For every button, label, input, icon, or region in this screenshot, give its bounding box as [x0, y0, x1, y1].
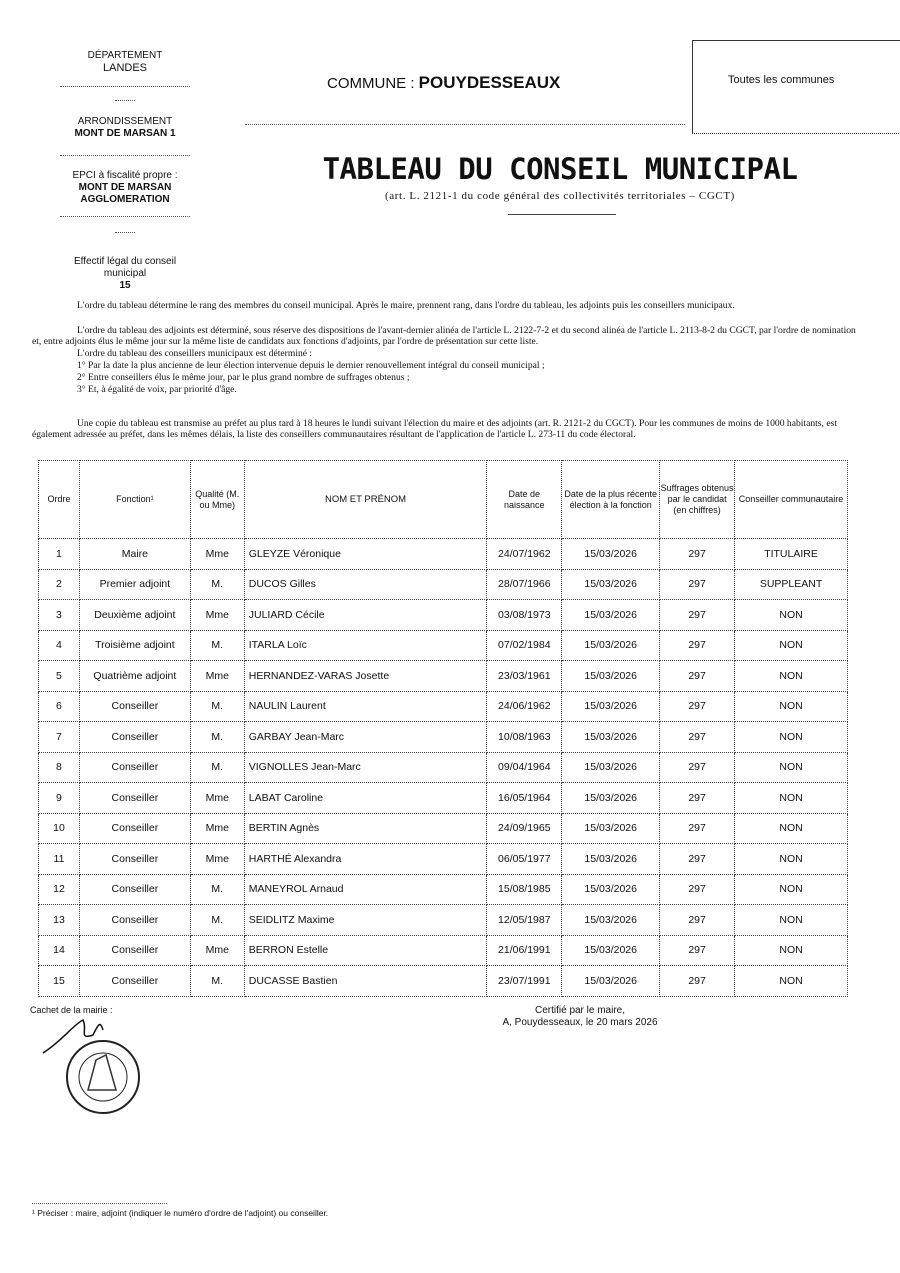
cell-qualite: M.	[190, 630, 244, 661]
header-nom: NOM ET PRÉNOM	[244, 461, 487, 539]
cell-communautaire: NON	[735, 874, 848, 905]
cell-nom: NAULIN Laurent	[244, 691, 487, 722]
cell-fonction: Conseiller	[79, 691, 190, 722]
table-row	[39, 874, 848, 905]
header-ordre: Ordre	[39, 461, 80, 539]
cell-qualite: Mme	[190, 600, 244, 631]
cell-qualite: M.	[190, 966, 244, 997]
rule-1: 1° Par la date la plus ancienne de leur élection intervenue depuis le dernier renouvellement intégral du conseil municipal ;	[77, 360, 545, 371]
cell-naissance: 16/05/1964	[487, 783, 562, 814]
cell-suffrages: 297	[660, 966, 735, 997]
cell-naissance: 21/06/1991	[487, 935, 562, 966]
commune-label: COMMUNE :	[327, 75, 415, 92]
effectif-label: Effectif légal du conseil municipal	[73, 256, 177, 279]
paragraph-2: L'ordre du tableau des adjoints est déterminé, sous réserve des dispositions de l'avant-dernier alinéa de l'article L. 2122-7-2 et du second alinéa de l'article L. 2113-8-2 du CGCT, par l'ordre de nomination et, entre adjoints élus le même jour sur la même liste de candidats aux fonctions d'adjoints, par l'ordre de présentation sur cette liste.	[32, 325, 856, 347]
commune-heading	[327, 73, 560, 93]
cell-ordre: 9	[39, 783, 80, 814]
divider	[60, 155, 190, 156]
divider	[245, 124, 685, 125]
cell-communautaire: NON	[735, 783, 848, 814]
paragraph-4: Une copie du tableau est transmise au préfet au plus tard à 18 heures le lundi suivant l'élection du maire et des adjoints (art. R. 2121-2 du CGCT). Pour les communes de moins de 1000 habitants, est également adressée au préfet, dans les mêmes délais, la liste des conseillers communautaires résultant de l'application de l'article L. 273-11 du code électoral.	[32, 418, 837, 440]
cell-fonction: Troisième adjoint	[79, 630, 190, 661]
cell-communautaire: NON	[735, 752, 848, 783]
cell-suffrages: 297	[660, 813, 735, 844]
divider	[508, 214, 616, 215]
cell-communautaire: SUPPLEANT	[735, 569, 848, 600]
mairie-stamp-signature	[38, 1015, 168, 1115]
cell-communautaire: NON	[735, 966, 848, 997]
cell-ordre: 2	[39, 569, 80, 600]
cell-naissance: 07/02/1984	[487, 630, 562, 661]
cell-ordre: 7	[39, 722, 80, 753]
cell-communautaire: NON	[735, 813, 848, 844]
effectif-value: 15	[119, 280, 131, 291]
cell-fonction: Conseiller	[79, 874, 190, 905]
cell-communautaire: TITULAIRE	[735, 539, 848, 570]
table-row	[39, 722, 848, 753]
cell-nom: GLEYZE Véronique	[244, 539, 487, 570]
cell-suffrages: 297	[660, 874, 735, 905]
cell-nom: GARBAY Jean-Marc	[244, 722, 487, 753]
cell-naissance: 28/07/1966	[487, 569, 562, 600]
cell-date-election: 15/03/2026	[562, 569, 660, 600]
cell-nom: JULIARD Cécile	[244, 600, 487, 631]
divider	[115, 100, 135, 101]
cell-fonction: Conseiller	[79, 783, 190, 814]
cell-qualite: Mme	[190, 539, 244, 570]
cell-ordre: 13	[39, 905, 80, 936]
rule-3: 3° Et, à égalité de voix, par priorité d'âge.	[77, 384, 237, 395]
cell-fonction: Conseiller	[79, 905, 190, 936]
table-row	[39, 539, 848, 570]
cell-ordre: 3	[39, 600, 80, 631]
departement-block	[60, 50, 190, 74]
cell-nom: HARTHÉ Alexandra	[244, 844, 487, 875]
table-row	[39, 691, 848, 722]
cell-ordre: 11	[39, 844, 80, 875]
footnote: ¹ Préciser : maire, adjoint (indiquer le numéro d'ordre de l'adjoint) ou conseiller.	[32, 1208, 329, 1218]
footnote-divider	[32, 1203, 167, 1204]
cell-naissance: 23/07/1991	[487, 966, 562, 997]
cell-communautaire: NON	[735, 935, 848, 966]
cell-suffrages: 297	[660, 752, 735, 783]
cell-date-election: 15/03/2026	[562, 661, 660, 692]
certification	[470, 1005, 690, 1029]
cell-communautaire: NON	[735, 630, 848, 661]
table-row	[39, 569, 848, 600]
cell-date-election: 15/03/2026	[562, 844, 660, 875]
cell-communautaire: NON	[735, 844, 848, 875]
cell-qualite: Mme	[190, 661, 244, 692]
cell-fonction: Conseiller	[79, 935, 190, 966]
cell-ordre: 10	[39, 813, 80, 844]
cell-qualite: M.	[190, 752, 244, 783]
table-row	[39, 783, 848, 814]
cell-naissance: 12/05/1987	[487, 905, 562, 936]
cell-ordre: 6	[39, 691, 80, 722]
cell-fonction: Conseiller	[79, 966, 190, 997]
table-row	[39, 966, 848, 997]
cell-qualite: Mme	[190, 935, 244, 966]
departement-value: LANDES	[102, 62, 148, 74]
cell-fonction: Deuxième adjoint	[79, 600, 190, 631]
header-communautaire: Conseiller communautaire	[735, 461, 848, 539]
cell-naissance: 24/06/1962	[487, 691, 562, 722]
table-row	[39, 752, 848, 783]
arrondissement-value: MONT DE MARSAN 1	[74, 128, 176, 139]
cell-naissance: 23/03/1961	[487, 661, 562, 692]
table-row	[39, 935, 848, 966]
cell-ordre: 14	[39, 935, 80, 966]
cell-communautaire: NON	[735, 661, 848, 692]
cell-suffrages: 297	[660, 844, 735, 875]
table-header-row	[39, 461, 848, 539]
cell-naissance: 15/08/1985	[487, 874, 562, 905]
arrondissement-block	[60, 116, 190, 140]
cell-ordre: 12	[39, 874, 80, 905]
cell-date-election: 15/03/2026	[562, 905, 660, 936]
cell-date-election: 15/03/2026	[562, 966, 660, 997]
epci-label: EPCI à fiscalité propre :	[72, 170, 178, 181]
cell-qualite: M.	[190, 722, 244, 753]
cell-date-election: 15/03/2026	[562, 935, 660, 966]
header-suffrages: Suffrages obtenus par le candidat (en chiffres)	[660, 461, 735, 539]
cell-communautaire: NON	[735, 722, 848, 753]
epci-line1: MONT DE MARSAN	[78, 182, 172, 193]
cell-nom: ITARLA Loïc	[244, 630, 487, 661]
cell-naissance: 03/08/1973	[487, 600, 562, 631]
cell-fonction: Conseiller	[79, 722, 190, 753]
cell-ordre: 1	[39, 539, 80, 570]
cell-ordre: 8	[39, 752, 80, 783]
cell-fonction: Quatrième adjoint	[79, 661, 190, 692]
cell-nom: BERRON Estelle	[244, 935, 487, 966]
place-date: A, Pouydesseaux, le 20 mars 2026	[502, 1017, 658, 1028]
cell-date-election: 15/03/2026	[562, 691, 660, 722]
cell-date-election: 15/03/2026	[562, 874, 660, 905]
paragraph-3: L'ordre du tableau des conseillers municipaux est déterminé :	[77, 348, 313, 359]
divider	[115, 232, 135, 233]
divider	[60, 86, 190, 87]
header-fonction: Fonction¹	[79, 461, 190, 539]
certified-text: Certifié par le maire,	[534, 1005, 626, 1016]
page-subtitle: (art. L. 2121-1 du code général des collectivités territoriales – CGCT)	[385, 190, 735, 202]
cell-suffrages: 297	[660, 935, 735, 966]
commune-category-box	[692, 40, 900, 134]
cell-suffrages: 297	[660, 539, 735, 570]
cell-qualite: Mme	[190, 783, 244, 814]
cell-fonction: Conseiller	[79, 844, 190, 875]
cell-qualite: M.	[190, 569, 244, 600]
cell-nom: LABAT Caroline	[244, 783, 487, 814]
table-row	[39, 813, 848, 844]
cell-naissance: 10/08/1963	[487, 722, 562, 753]
cell-qualite: M.	[190, 874, 244, 905]
cell-qualite: Mme	[190, 844, 244, 875]
cell-ordre: 5	[39, 661, 80, 692]
cell-date-election: 15/03/2026	[562, 630, 660, 661]
table-row	[39, 661, 848, 692]
commune-category-text: Toutes les communes	[728, 74, 835, 86]
arrondissement-label: ARRONDISSEMENT	[77, 116, 173, 127]
cell-nom: DUCOS Gilles	[244, 569, 487, 600]
cell-fonction: Premier adjoint	[79, 569, 190, 600]
cell-communautaire: NON	[735, 691, 848, 722]
rule-2: 2° Entre conseillers élus le même jour, par le plus grand nombre de suffrages obtenus ;	[77, 372, 410, 383]
table-row	[39, 844, 848, 875]
epci-line2: AGGLOMERATION	[80, 194, 170, 205]
cell-suffrages: 297	[660, 691, 735, 722]
cell-fonction: Conseiller	[79, 752, 190, 783]
cell-suffrages: 297	[660, 600, 735, 631]
cell-qualite: M.	[190, 905, 244, 936]
cell-qualite: M.	[190, 691, 244, 722]
epci-block	[60, 170, 190, 206]
cell-date-election: 15/03/2026	[562, 539, 660, 570]
cell-date-election: 15/03/2026	[562, 722, 660, 753]
header-naissance: Date de naissance	[487, 461, 562, 539]
page-title: TABLEAU DU CONSEIL MUNICIPAL	[322, 152, 798, 186]
cell-naissance: 06/05/1977	[487, 844, 562, 875]
cell-date-election: 15/03/2026	[562, 783, 660, 814]
table-row	[39, 600, 848, 631]
cell-fonction: Maire	[79, 539, 190, 570]
cell-suffrages: 297	[660, 630, 735, 661]
cell-suffrages: 297	[660, 569, 735, 600]
cell-ordre: 15	[39, 966, 80, 997]
cell-ordre: 4	[39, 630, 80, 661]
cell-naissance: 24/07/1962	[487, 539, 562, 570]
cell-nom: DUCASSE Bastien	[244, 966, 487, 997]
departement-label: DÉPARTEMENT	[87, 50, 163, 61]
header-qualite: Qualité (M. ou Mme)	[190, 461, 244, 539]
cell-nom: MANEYROL Arnaud	[244, 874, 487, 905]
cachet-label: Cachet de la mairie :	[30, 1005, 113, 1015]
table-row	[39, 630, 848, 661]
cell-qualite: Mme	[190, 813, 244, 844]
cell-nom: SEIDLITZ Maxime	[244, 905, 487, 936]
table-row	[39, 905, 848, 936]
cell-communautaire: NON	[735, 905, 848, 936]
cell-fonction: Conseiller	[79, 813, 190, 844]
cell-date-election: 15/03/2026	[562, 600, 660, 631]
header-date-election: Date de la plus récente élection à la fonction	[562, 461, 660, 539]
cell-date-election: 15/03/2026	[562, 813, 660, 844]
cell-suffrages: 297	[660, 783, 735, 814]
cell-naissance: 24/09/1965	[487, 813, 562, 844]
paragraph-1: L'ordre du tableau détermine le rang des membres du conseil municipal. Après le maire, prennent rang, dans l'ordre du tableau, les adjoints puis les conseillers municipaux.	[77, 300, 735, 311]
commune-name: POUYDESSEAUX	[418, 73, 561, 92]
cell-nom: HERNANDEZ-VARAS Josette	[244, 661, 487, 692]
cell-suffrages: 297	[660, 722, 735, 753]
cell-nom: BERTIN Agnès	[244, 813, 487, 844]
cell-suffrages: 297	[660, 905, 735, 936]
cell-communautaire: NON	[735, 600, 848, 631]
council-table	[38, 460, 848, 997]
cell-naissance: 09/04/1964	[487, 752, 562, 783]
cell-suffrages: 297	[660, 661, 735, 692]
cell-date-election: 15/03/2026	[562, 752, 660, 783]
divider	[60, 216, 190, 217]
effectif-block	[55, 256, 195, 292]
cell-nom: VIGNOLLES Jean-Marc	[244, 752, 487, 783]
